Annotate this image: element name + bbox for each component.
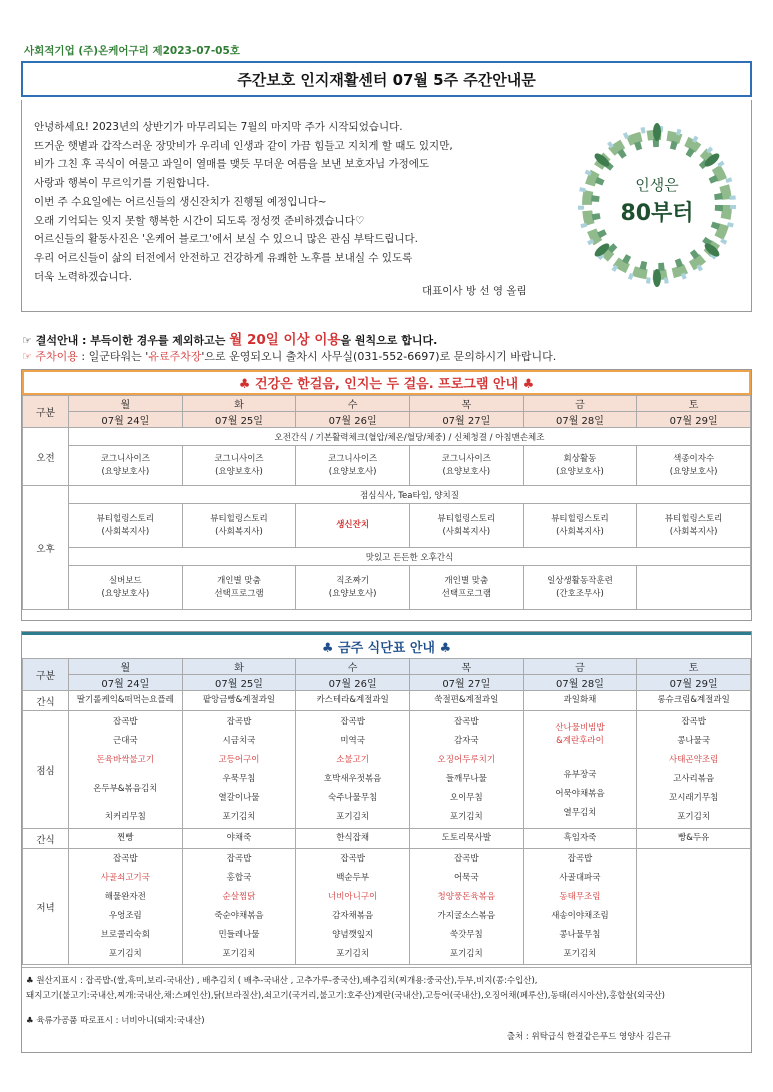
page-title: 주간보호 인지재활센터 07월 5주 주간안내문 — [237, 70, 536, 89]
pm2-thu — [409, 566, 523, 610]
program-staff: (요양보호사) — [101, 588, 150, 599]
dish-main: 동태무조림 — [559, 891, 601, 902]
morning-snack: 과일화채 — [523, 691, 637, 711]
am-sat — [637, 446, 751, 486]
dish: 해물완자전 — [104, 891, 146, 902]
day-thu: 목 — [409, 659, 523, 675]
dish: 우묵무침 — [222, 773, 256, 784]
dish-main: 사태곤약조림 — [669, 754, 719, 765]
program-staff: (사회복지사) — [215, 526, 263, 537]
signature: 대표이사 방 선 영 올림 — [422, 285, 527, 297]
lunch-label: 점심 — [23, 711, 69, 829]
date-sat: 07월 29일 — [637, 412, 751, 428]
program-title: 개인별 맞춤 — [217, 575, 261, 586]
processed-meat-line: ♣ 육류가공품 따로표시 : 너비아니(돼지:국내산) — [26, 1016, 205, 1026]
dish-main: 돈육바싹불고기 — [96, 754, 155, 765]
dish: 백순두부 — [336, 872, 370, 883]
dish: 포기김치 — [336, 811, 370, 822]
dish: 숙주나물무침 — [328, 792, 378, 803]
dish: 오이무침 — [449, 792, 483, 803]
date-wed: 07월 26일 — [296, 675, 410, 691]
lunch-common: 점심식사, Tea타임, 양치질 — [69, 486, 751, 504]
program-staff: (요양보호사) — [328, 588, 377, 599]
dish: 들깨무나물 — [445, 773, 487, 784]
program-title: 실버보드 — [108, 575, 142, 586]
dish: 사골대파국 — [559, 872, 601, 883]
pm1-fri — [523, 504, 637, 548]
absence-prefix: ☞ 결석안내 : 부득이한 경우를 제외하고는 — [22, 334, 230, 347]
intro-box — [21, 100, 752, 312]
menu-table — [22, 658, 751, 965]
am-mon — [69, 446, 183, 486]
pm-label: 오후 — [23, 486, 69, 610]
pm2-wed — [296, 566, 410, 610]
program-heading: ♣ 건강은 한걸음, 인지는 두 걸음. 프로그램 안내 ♣ — [22, 370, 751, 395]
am-tue — [182, 446, 296, 486]
afternoon-snack: 빵&두유 — [637, 829, 751, 849]
parking-paid: 유료주차장 — [148, 350, 202, 363]
dish: 미역국 — [340, 735, 365, 746]
day-sat: 토 — [637, 396, 751, 412]
dish: 가지굴소스볶음 — [437, 910, 496, 921]
program-staff: (간호조무사) — [556, 588, 604, 599]
afternoon-snack: 한식잡채 — [296, 829, 410, 849]
program-staff: (요양보호사) — [669, 466, 718, 477]
program-staff: (요양보호사) — [556, 466, 604, 477]
dish: 어묵국 — [453, 872, 479, 883]
lunch-thu — [409, 711, 523, 829]
am-thu — [409, 446, 523, 486]
morning-snack: 딸기롤케익&떠먹는요플레 — [69, 691, 183, 711]
dish: 잡곡밥 — [340, 853, 365, 864]
am-wed — [296, 446, 410, 486]
lunch-mon — [69, 711, 183, 829]
dish: 민들레나물 — [218, 929, 260, 940]
snack-common: 맛있고 든든한 오후간식 — [69, 548, 751, 566]
dish-main: 고등어구이 — [218, 754, 260, 765]
program-title: 뷰티힐링스토리 — [551, 513, 609, 524]
date-fri: 07월 28일 — [523, 412, 637, 428]
dish: 포기김치 — [563, 948, 597, 959]
dinner-thu — [409, 849, 523, 965]
date-thu: 07월 27일 — [409, 675, 523, 691]
parking-suffix: '으로 운영되오니 출차시 사무실(031-552-6697)로 문의하시기 바랍니다. — [201, 350, 557, 363]
program-title: 코그니사이즈 — [100, 453, 150, 464]
morning-snack-label: 간식 — [23, 691, 69, 711]
program-section — [21, 369, 752, 621]
dish: 새송이야채조림 — [551, 910, 609, 921]
am-label: 오전 — [23, 428, 69, 486]
day-wed: 수 — [296, 659, 410, 675]
dish: 호박새우젓볶음 — [323, 773, 382, 784]
dish-main: 순살찜닭 — [222, 891, 256, 902]
dish: 홍합국 — [226, 872, 252, 883]
dish: 포기김치 — [449, 948, 483, 959]
gubun-label: 구분 — [23, 396, 69, 428]
day-thu: 목 — [409, 396, 523, 412]
dish-main: 소불고기 — [336, 754, 370, 765]
dish: 포기김치 — [336, 948, 370, 959]
program-staff: (사회복지사) — [442, 526, 491, 537]
dish: 잡곡밥 — [226, 716, 252, 727]
program-title: 뷰티힐링스토리 — [664, 513, 723, 524]
dish-main: 사골쇠고기국 — [100, 872, 150, 883]
pm1-tue — [182, 504, 296, 548]
dish: 죽순야채볶음 — [214, 910, 264, 921]
intro-line: 사랑과 행복이 무르익기를 기원합니다. — [34, 177, 210, 190]
day-fri: 금 — [523, 659, 637, 675]
pm2-tue — [182, 566, 296, 610]
intro-line: 오래 기억되는 잊지 못할 행복한 시간이 되도록 정성껏 준비하겠습니다♡ — [34, 214, 365, 227]
program-staff: (요양보호사) — [215, 466, 263, 477]
program-table — [22, 395, 751, 610]
dish: 양념깻잎지 — [332, 929, 374, 940]
gubun-label: 구분 — [23, 659, 69, 691]
day-mon: 월 — [69, 659, 183, 675]
absence-notice — [22, 328, 437, 348]
am-fri — [523, 446, 637, 486]
dish: 열무김치 — [563, 808, 597, 818]
pm2-mon — [69, 566, 183, 610]
dish: 잡곡밥 — [226, 853, 252, 864]
dish: 포기김치 — [222, 811, 256, 822]
dish: 포기김치 — [222, 948, 256, 959]
date-sat: 07월 29일 — [637, 675, 751, 691]
program-title: 생신잔치 — [336, 520, 370, 530]
dish: 포기김치 — [449, 811, 483, 822]
dinner-label: 저녁 — [23, 849, 69, 965]
program-staff: (요양보호사) — [101, 466, 150, 477]
dish: 브로콜리숙회 — [100, 929, 150, 940]
origin-info — [22, 967, 751, 1053]
afternoon-snack: 도토리묵사발 — [409, 829, 523, 849]
date-wed: 07월 26일 — [296, 412, 410, 428]
program-staff: (사회복지사) — [556, 526, 604, 537]
dish: 고사리볶음 — [673, 773, 715, 784]
dish: 잡곡밥 — [681, 716, 706, 727]
intro-line: 어르신들의 활동사진은 '온케어 블로그'에서 보실 수 있으니 많은 관심 부탁드립니다. — [34, 233, 419, 246]
dinner-tue — [182, 849, 296, 965]
parking-prefix: ☞ 주차이용 — [22, 350, 78, 363]
program-title: 코그니사이즈 — [441, 453, 491, 464]
origin-line: 돼지고기(불고기:국내산,찌개:국내산,채:스페인산),닭(브라질산),쇠고기(국거리,불고기:호주산)계란(국내산),고등어(국내산),오징어채(페루산),동태(러시아산),홍합살(외국산) — [26, 991, 665, 1001]
pm1-thu — [409, 504, 523, 548]
dish: 꼬시래기무침 — [669, 792, 719, 803]
wreath-text-1: 인생은 — [635, 176, 679, 194]
date-tue: 07월 25일 — [182, 412, 296, 428]
afternoon-snack: 야채죽 — [182, 829, 296, 849]
dish: 감자채볶음 — [332, 910, 374, 921]
parking-notice — [22, 348, 556, 364]
afternoon-snack: 찐빵 — [69, 829, 183, 849]
program-title: 코그니사이즈 — [214, 453, 264, 464]
date-mon: 07월 24일 — [69, 412, 183, 428]
intro-line: 더욱 노력하겠습니다. — [34, 270, 132, 283]
org-label: 사회적기업 (주)온케어구리 제2023-07-05호 — [24, 45, 240, 57]
dish: 시금치국 — [222, 735, 256, 746]
dish: 온두부&볶음김치 — [93, 783, 158, 794]
lunch-sat — [637, 711, 751, 829]
date-tue: 07월 25일 — [182, 675, 296, 691]
program-title: 뷰티힐링스토리 — [210, 513, 268, 524]
program-staff: (사회복지사) — [669, 526, 718, 537]
date-fri: 07월 28일 — [523, 675, 637, 691]
program-title: 코그니사이즈 — [328, 453, 378, 464]
origin-line: ♣ 원산지표시 : 잡곡밥-(쌀,흑미,보리-국내산) , 배추김치 ( 배추-국내산 , 고추가루-중국산),배추김치(찌개용:중국산),두부,비지(콩:수입산), — [26, 976, 538, 986]
wreath-text-2: 80부터 — [620, 201, 694, 226]
intro-line: 이번 주 수요일에는 어르신들의 생신잔치가 진행될 예정입니다~ — [34, 195, 327, 208]
parking-mid: : 일군타워는 ' — [77, 350, 149, 363]
intro-line: 우리 어르신들이 삶의 터전에서 안전하고 건강하게 유쾌한 노후를 보내실 수 있도록 — [34, 251, 413, 264]
pm2-fri — [523, 566, 637, 610]
dinner-fri — [523, 849, 637, 965]
absence-suffix: 을 원칙으로 합니다. — [340, 334, 438, 347]
lunch-tue — [182, 711, 296, 829]
dish: 콩나물국 — [677, 735, 711, 746]
dish: 어묵야채볶음 — [555, 789, 605, 799]
dish: 감자국 — [453, 735, 479, 746]
intro-line: 안녕하세요! 2023년의 상반기가 마무리되는 7월의 마지막 주가 시작되었습니다. — [34, 121, 403, 133]
dish: 잡곡밥 — [453, 853, 479, 864]
day-mon: 월 — [69, 396, 183, 412]
program-title: 직조짜기 — [336, 575, 370, 586]
day-tue: 화 — [182, 396, 296, 412]
pm1-wed — [296, 504, 410, 548]
program-staff: (요양보호사) — [328, 466, 377, 477]
day-sat: 토 — [637, 659, 751, 675]
menu-heading: ♣ 금주 식단표 안내 ♣ — [22, 632, 751, 658]
dish: 열갈이나물 — [218, 792, 260, 803]
dish-main: 오징어두루치기 — [437, 754, 496, 765]
dish: 잡곡밥 — [113, 853, 138, 864]
date-mon: 07월 24일 — [69, 675, 183, 691]
day-wed: 수 — [296, 396, 410, 412]
dinner-sat — [637, 849, 751, 965]
program-staff: 선택프로그램 — [214, 588, 264, 599]
intro-line: 뜨거운 햇볕과 갑작스러운 장맛비가 우리네 인생과 같이 가끔 힘들고 지치게 할 때도 있지만, — [34, 139, 453, 152]
dish-main: 청양풍돈육볶음 — [437, 891, 496, 902]
program-title: 색종이자수 — [673, 453, 715, 464]
program-title: 회상활동 — [563, 453, 597, 464]
program-staff: 선택프로그램 — [441, 588, 491, 599]
menu-source: 출처 : 위탁급식 한결같은푸드 영양사 김은규 — [506, 1032, 671, 1042]
page-title-box — [21, 61, 752, 97]
intro-line: 비가 그친 후 곡식이 여물고 과일이 열매를 맺듯 무더운 여름을 보낸 보호자님 가정에도 — [34, 158, 430, 171]
day-fri: 금 — [523, 396, 637, 412]
dish: 잡곡밥 — [567, 853, 593, 864]
program-staff: (요양보호사) — [442, 466, 491, 477]
program-title: 뷰티힐링스토리 — [437, 513, 496, 524]
pm2-sat — [637, 566, 751, 610]
dish-main: 산나물비빔밥 — [555, 723, 605, 733]
menu-section — [21, 631, 752, 1053]
absence-highlight: 월 20일 이상 이용 — [229, 332, 341, 348]
pm1-mon — [69, 504, 183, 548]
date-thu: 07월 27일 — [409, 412, 523, 428]
dish: 잡곡밥 — [113, 716, 138, 727]
pm1-sat — [637, 504, 751, 548]
dish: 근대국 — [113, 735, 138, 746]
afternoon-snack: 흑임자죽 — [523, 829, 637, 849]
am-common: 오전간식 / 기본활력체크(혈압/체온/혈당/체중) / 신체청결 / 아침맨손체조 — [69, 428, 751, 446]
dish: 콩나물무침 — [559, 929, 601, 940]
dish: 우엉조림 — [108, 910, 142, 921]
day-tue: 화 — [182, 659, 296, 675]
dish: 치커리무침 — [104, 811, 146, 822]
dish: 포기김치 — [108, 948, 142, 959]
dish-main: 너비아니구이 — [328, 891, 378, 902]
afternoon-snack-label: 간식 — [23, 829, 69, 849]
lunch-wed — [296, 711, 410, 829]
dinner-wed — [296, 849, 410, 965]
morning-snack: 카스테라&계절과일 — [296, 691, 410, 711]
dish: 잡곡밥 — [340, 716, 365, 727]
dish-main: &계란후라이 — [556, 736, 604, 746]
dish: 유부장국 — [563, 770, 597, 780]
morning-snack: 팥앙금빵&계절과일 — [182, 691, 296, 711]
morning-snack: 롱슈크림&계절과일 — [637, 691, 751, 711]
intro-text — [34, 118, 453, 286]
morning-snack: 쑥절편&계절과일 — [409, 691, 523, 711]
dish: 잡곡밥 — [453, 716, 479, 727]
dish: 쑥갓무침 — [449, 929, 483, 940]
program-title: 뷰티힐링스토리 — [96, 513, 155, 524]
leaf-wreath-image — [572, 120, 742, 290]
program-staff: (사회복지사) — [101, 526, 150, 537]
program-title: 개인별 맞춤 — [444, 575, 489, 586]
dish: 포기김치 — [677, 811, 711, 822]
lunch-fri — [523, 711, 637, 829]
program-title: 일상생활동작훈련 — [547, 575, 613, 586]
dinner-mon — [69, 849, 183, 965]
